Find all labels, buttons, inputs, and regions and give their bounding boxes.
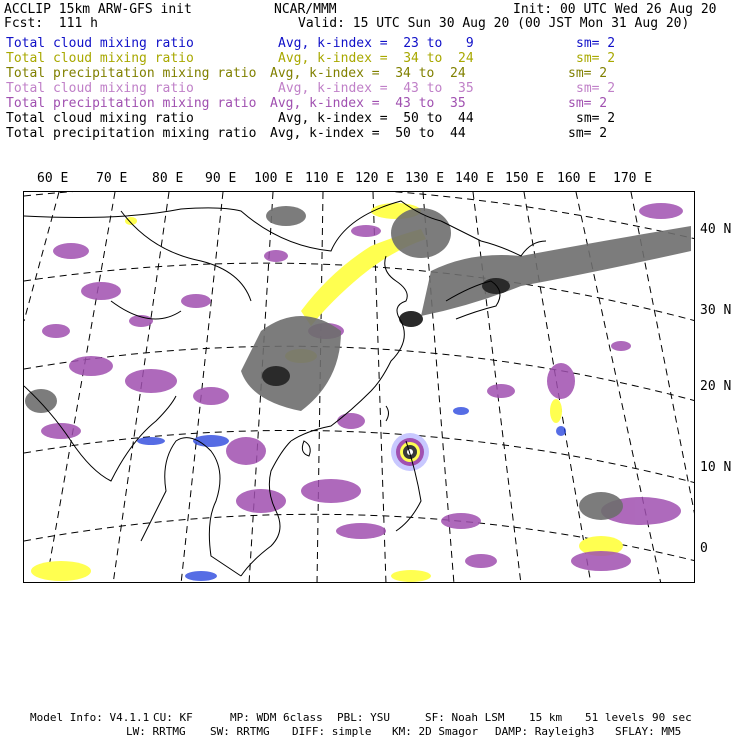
- field-sm: sm= 2: [568, 66, 608, 81]
- footer-mp: MP: WDM 6class: [230, 711, 323, 724]
- field-name: Total precipitation mixing ratio: [6, 66, 257, 81]
- cloud-gray: [25, 206, 691, 520]
- field-name: Total cloud mixing ratio: [6, 111, 194, 126]
- field-name: Total cloud mixing ratio: [6, 81, 194, 96]
- footer-model-info: Model Info: V4.1.1: [30, 711, 150, 724]
- footer-sw: SW: RRTMG: [210, 725, 270, 738]
- lat-label: 40 N: [700, 222, 732, 237]
- model-title: ACCLIP 15km ARW-GFS init: [4, 2, 192, 17]
- footer-sf: SF: Noah LSM: [425, 711, 505, 724]
- field-avg: Avg, k-index = 50 to 44: [270, 126, 466, 141]
- lat-label: 0: [700, 541, 708, 556]
- field-sm: sm= 2: [576, 81, 616, 96]
- lon-label: 60 E: [37, 171, 69, 186]
- lon-label: 170 E: [613, 171, 653, 186]
- footer-resolution: 15 km: [529, 711, 563, 724]
- footer-lw: LW: RRTMG: [126, 725, 186, 738]
- field-avg: Avg, k-index = 50 to 44: [278, 111, 474, 126]
- footer-km: KM: 2D Smagor: [392, 725, 479, 738]
- lat-label: 10 N: [700, 460, 732, 475]
- field-name: Total cloud mixing ratio: [6, 36, 194, 51]
- field-row: [0, 51, 740, 66]
- field-avg: Avg, k-index = 23 to 9: [278, 36, 474, 51]
- lon-label: 150 E: [505, 171, 545, 186]
- field-sm: sm= 2: [568, 126, 608, 141]
- field-name: Total cloud mixing ratio: [6, 51, 194, 66]
- field-row: [0, 126, 740, 141]
- footer-cu: CU: KF: [153, 711, 193, 724]
- lon-label: 160 E: [557, 171, 597, 186]
- footer-pbl: PBL: YSU: [337, 711, 390, 724]
- field-row: [0, 66, 740, 81]
- forecast-map: [23, 191, 695, 583]
- lat-label: 20 N: [700, 379, 732, 394]
- lat-label: 30 N: [700, 303, 732, 318]
- field-avg: Avg, k-index = 34 to 24: [278, 51, 474, 66]
- field-sm: sm= 2: [576, 111, 616, 126]
- footer-timestep: 90 sec: [652, 711, 692, 724]
- field-sm: sm= 2: [568, 96, 608, 111]
- forecast-hour: Fcst: 111 h: [4, 16, 98, 31]
- lon-label: 80 E: [152, 171, 184, 186]
- field-row: [0, 36, 740, 51]
- field-name: Total precipitation mixing ratio: [6, 126, 257, 141]
- init-time: Init: 00 UTC Wed 26 Aug 20: [513, 2, 717, 17]
- map-svg: [24, 192, 694, 582]
- lon-label: 120 E: [355, 171, 395, 186]
- lon-label: 70 E: [96, 171, 128, 186]
- footer-damp: DAMP: Rayleigh3: [495, 725, 595, 738]
- lon-label: 140 E: [455, 171, 495, 186]
- field-avg: Avg, k-index = 43 to 35: [278, 81, 474, 96]
- center-title: NCAR/MMM: [274, 2, 337, 17]
- field-sm: sm= 2: [576, 36, 616, 51]
- valid-time: Valid: 15 UTC Sun 30 Aug 20 (00 JST Mon 31 Aug 20): [298, 16, 690, 31]
- lon-label: 130 E: [405, 171, 445, 186]
- field-avg: Avg, k-index = 43 to 35: [270, 96, 466, 111]
- footer-sflay: SFLAY: MM5: [615, 725, 682, 738]
- field-avg: Avg, k-index = 34 to 24: [270, 66, 466, 81]
- field-sm: sm= 2: [576, 51, 616, 66]
- lon-label: 100 E: [254, 171, 294, 186]
- field-row: [0, 96, 740, 111]
- lon-label: 110 E: [305, 171, 345, 186]
- footer-diff: DIFF: simple: [292, 725, 372, 738]
- lon-label: 90 E: [205, 171, 237, 186]
- footer-levels: 51 levels: [585, 711, 645, 724]
- field-name: Total precipitation mixing ratio: [6, 96, 257, 111]
- field-row: [0, 81, 740, 96]
- field-row: [0, 111, 740, 126]
